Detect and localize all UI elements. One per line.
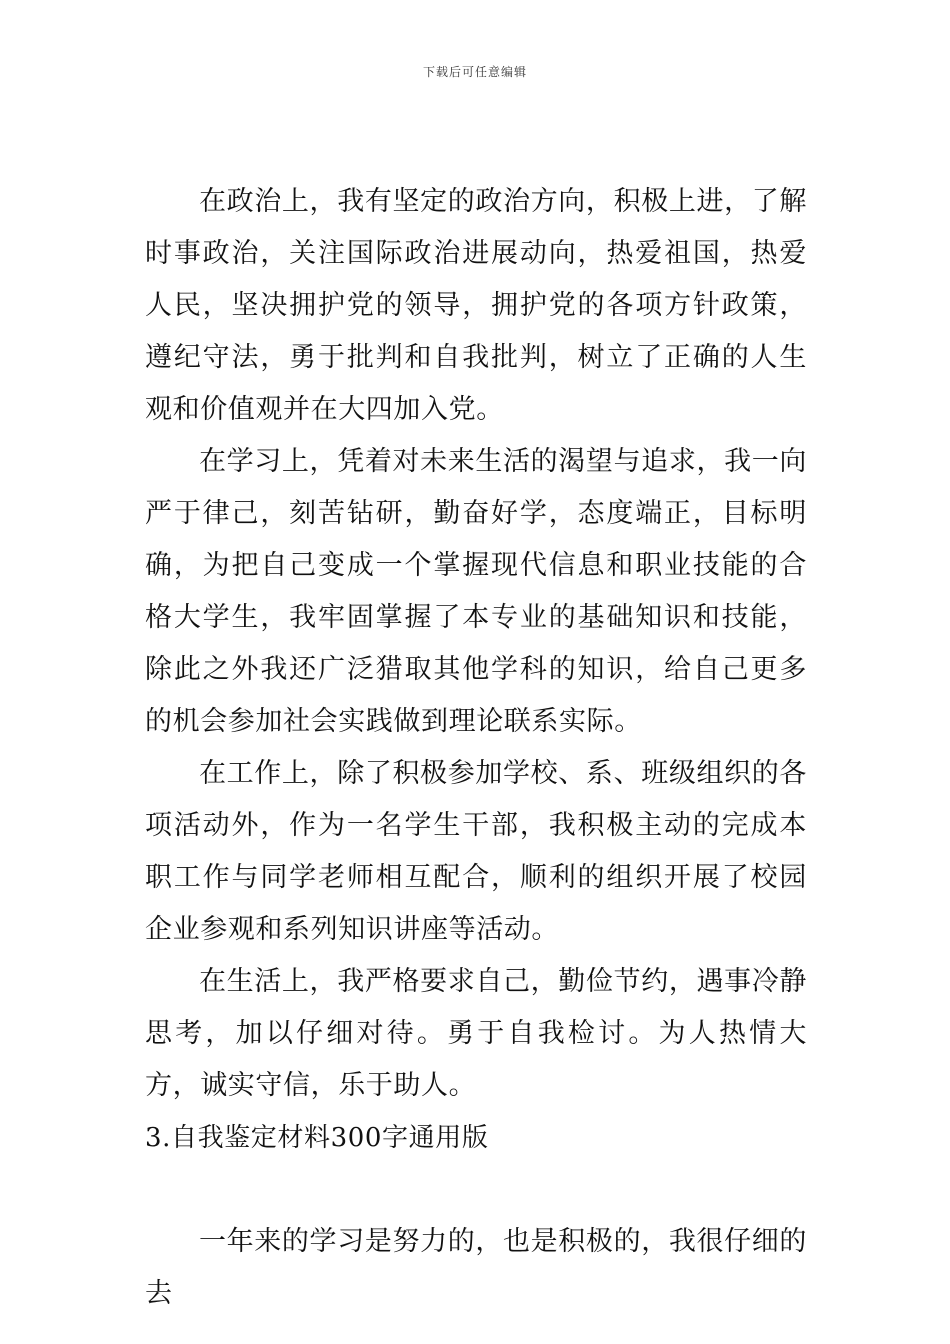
blank-line <box>145 1164 807 1216</box>
paragraph-work: 在工作上，除了积极参加学校、系、班级组织的各项活动外，作为一名学生干部，我积极主动的完成本职工作与同学老师相互配合，顺利的组织开展了校园企业参观和系列知识讲座等活动。 <box>145 758 807 945</box>
paragraph-study: 在学习上，凭着对未来生活的渴望与追求，我一向严于律己，刻苦钻研，勤奋好学，态度端正，目标明确，为把自己变成一个掌握现代信息和职业技能的合格大学生，我牢固掌握了本专业的基础知识和技能，除此之外我还广泛猎取其他学科的知识，给自己更多的机会参加社会实践做到理论联系实际。 <box>145 446 807 737</box>
paragraph-politics: 在政治上，我有坚定的政治方向，积极上进，了解时事政治，关注国际政治进展动向，热爱祖国，热爱人民，坚决拥护党的领导，拥护党的各项方针政策，遵纪守法，勇于批判和自我批判，树立了正确的人生观和价值观并在大四加入党。 <box>145 186 807 425</box>
paragraph-life: 在生活上，我严格要求自己，勤俭节约，遇事冷静思考，加以仔细对待。勇于自我检讨。为人热情大方，诚实守信，乐于助人。 <box>145 966 807 1101</box>
page-header: 下载后可任意编辑 <box>422 65 527 79</box>
document-body <box>145 176 807 1320</box>
section-heading: 3.自我鉴定材料300字通用版 <box>145 1123 489 1153</box>
paragraph-closing: 一年来的学习是努力的，也是积极的，我很仔细的去 <box>145 1226 807 1309</box>
